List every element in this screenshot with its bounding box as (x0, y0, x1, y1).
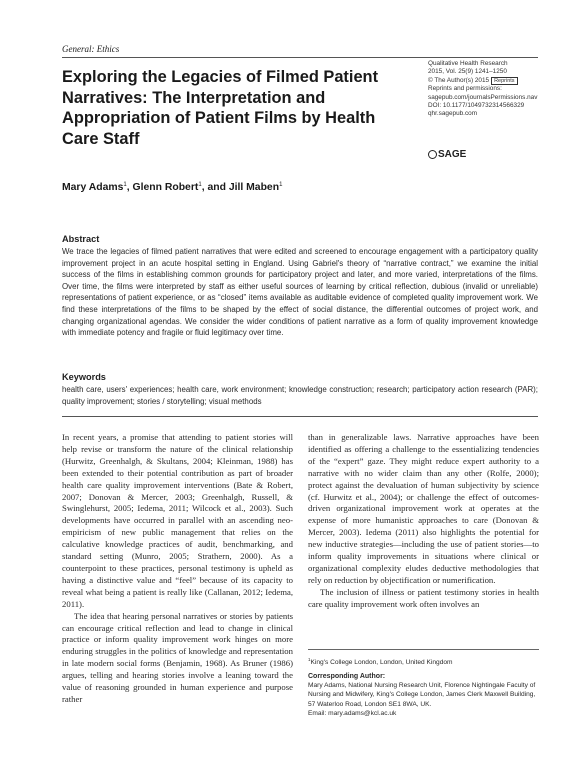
body-column-right (308, 432, 539, 611)
author-separator: , (126, 182, 133, 193)
article-title: Exploring the Legacies of Filmed Patient Narratives: The Interpretation and Appropriation of Patient Films by Health Care Staff (62, 68, 379, 148)
doi[interactable]: DOI: 10.1177/1049732314566329 (428, 102, 525, 110)
author-separator: , and (201, 182, 229, 193)
author-name: Jill Maben (228, 182, 280, 193)
corresponding-author-address: Mary Adams, National Nursing Research Unit, Florence Nightingale Faculty of Nursing and Midwifery, King's College London, James Clerk Maxwell Building, 57 Waterloo Road, London SE1 8WA, UK. (308, 682, 536, 708)
section-rule (62, 416, 538, 417)
body-paragraph: The inclusion of illness or patient testimony stories in health care quality improvement work often involves an (308, 586, 539, 609)
body-paragraph: The idea that hearing personal narratives or stories by patients can encourage critical reflection and lead to change in clinical practice or inform quality improvement work hinges on more enduring struggles in the politics of knowledge and representation in late modern social forms (Benjamin, 1968). As Bruner (1986) argues, telling and hearing stories involve a leaning toward the value of reasoning grounded in human experience and purpose rather (62, 610, 293, 704)
affiliation-marker: 1 (279, 182, 283, 188)
reprints-badge: Reprints (491, 77, 517, 85)
affiliation-marker: 1 (198, 182, 202, 188)
affiliation-footnote (308, 655, 539, 667)
header-rule (62, 57, 538, 58)
body-paragraph: than in generalizable laws. Narrative approaches have been identified as offering a challenge to the essentializing tendencies of the “expert” gaze. They might reduce expert authority to a narrative with no wider claim than any other (Rolfe, 2000); protect against the devaluation of human subjectivity by science (cf. Hurwitz et al., 2004); or challenge the effect of outcomes-driven organizational improvement work at operates at the expense of more humanistic approaches to care (Donovan & Mercer, 2003). Iedema (2011) also highlights the potential for new inductive strategies—including the use of patient stories—to inform quality improvements in situations where clinical or organizational complexity eludes deductive methodologies that rely on reduction by objectification or numerification. (308, 432, 539, 585)
author-list (62, 182, 282, 193)
corresponding-author-email[interactable]: Email: mary.adams@kcl.ac.uk (308, 709, 397, 717)
footnote-rule (308, 649, 539, 650)
abstract-heading: Abstract (62, 234, 100, 244)
corresponding-author-details (308, 681, 539, 718)
corresponding-author-heading: Corresponding Author: (308, 673, 386, 680)
sage-logo-icon (428, 150, 437, 159)
copyright: © The Author(s) 2015 (428, 76, 490, 84)
author-name: Mary Adams (62, 182, 124, 193)
body-column-left (62, 432, 293, 706)
reprints-link[interactable]: sagepub.com/journalsPermissions.nav (428, 93, 538, 101)
journal-volume: 2015, Vol. 25(9) 1241–1250 (428, 68, 507, 76)
author-name: Glenn Robert (132, 182, 199, 193)
section-label: General: Ethics (62, 44, 120, 54)
affiliation-text: King's College London, London, United Kingdom (310, 659, 453, 666)
footnote-marker: 1 (308, 657, 311, 662)
reprints: Reprints and permissions: (428, 85, 502, 93)
affiliation-marker: 1 (123, 182, 127, 188)
keywords-heading: Keywords (62, 372, 106, 382)
journal-name: Qualitative Health Research (428, 60, 508, 67)
journal-site[interactable]: qhr.sagepub.com (428, 110, 478, 118)
abstract-text: We trace the legacies of filmed patient narratives that were edited and screened to encourage engagement with a participatory quality improvement project in an acute hospital setting in England. Using Gabriel's theory of “narrative contract,” we examine the initial success of the films in establishing common grounds for participatory project and later, and more varied, interpretations of the films. Over time, the films were interpreted by staff as either useful sources of learning by critical reflection, dubious (invalid or unreliable) representations of patient experience, or as “closed” items available as auditable evidence of completed quality improvement work. We find these interpretations of the films to be shaped by the effect of social distance, the differential outcomes of project work, and changing organizational agendas. We consider the wider conditions of patient narrative as a form of quality improvement knowledge with immediate potency and fragile or fluid legitimacy over time. (62, 247, 538, 338)
body-paragraph: In recent years, a promise that attending to patient stories will help revise or transform the nature of the clinical relationship (Hurwitz, Greenhalgh, & Skultans, 2004; Kleinman, 1988) has been extended to their potential contribution as part of broader health care quality improvement interventions (Bate & Robert, 2007; Donovan & Mercer, 2003; Greenhalgh, Russell, & Swinglehurst, 2005; Iedema, 2011; Wilcock et al., 2003). Such developments have occurred in parallel with an ascending neo-empiricism of new public management that relies on the calculative knowledge practices of audit, benchmarking, and standard setting (Munro, 2005; Strathern, 2000). As a counterpoint to these practices, personal testimony is upheld as having a distinctive value and “feel” because of its capacity to reveal what being a patient is really like (Callanan, 2012; Iedema, 2011). (62, 432, 293, 609)
journal-info (428, 60, 563, 119)
publisher-name: SAGE (438, 149, 467, 160)
publisher-logo (428, 149, 466, 160)
keywords-text: health care, users' experiences; health care, work environment; knowledge construction; research; participatory action research (PAR); quality improvement; stories / storytelling; visual methods (62, 385, 538, 406)
